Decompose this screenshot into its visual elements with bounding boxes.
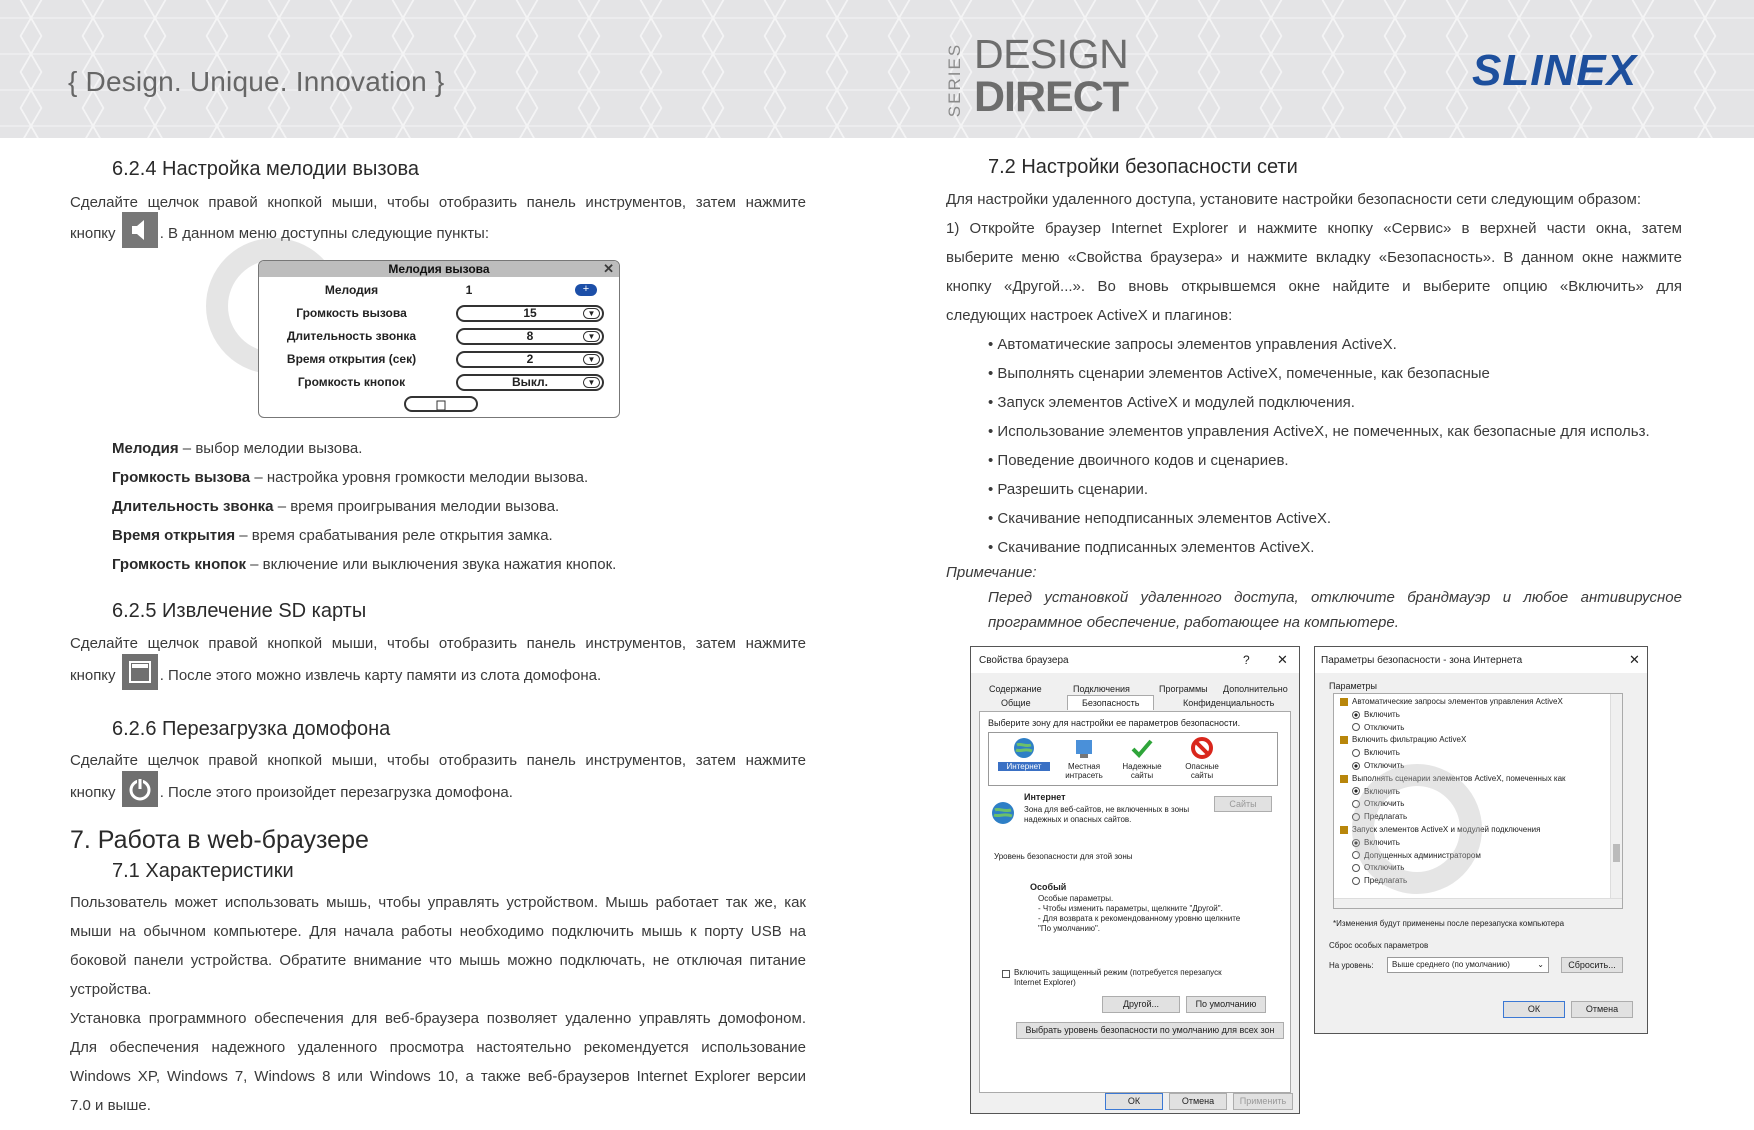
close-icon[interactable]: ✕	[1277, 652, 1288, 667]
section-6-2-6-title: 6.2.6 Перезагрузка домофона	[112, 718, 391, 740]
setting-icon	[1340, 698, 1348, 706]
tab-programs[interactable]: Программы	[1159, 684, 1208, 694]
apply-button[interactable]: Применить	[1233, 1093, 1293, 1110]
bullet-item: • Скачивание неподписанных элементов ActiveX.	[988, 510, 1332, 527]
radio-icon	[1352, 711, 1360, 719]
level-label: На уровень:	[1329, 961, 1374, 970]
reset-all-zones-button[interactable]: Выбрать уровень безопасности по умолчанию для всех зон	[1016, 1022, 1284, 1039]
bullet-item: • Запуск элементов ActiveX и модулей подключения.	[988, 394, 1355, 411]
cancel-button[interactable]: Отмена	[1571, 1001, 1633, 1018]
setting-group: Автоматические запросы элементов управления ActiveX	[1340, 696, 1566, 709]
definition-item: Громкость вызова – настройка уровня громкости мелодии вызова.	[112, 469, 589, 486]
power-icon	[122, 771, 158, 807]
zone-restricted[interactable]: Опасные сайты	[1176, 736, 1228, 780]
paragraph: Для настройки удаленного доступа, установите настройки безопасности сети следующим образом:	[946, 191, 1641, 208]
paragraph: выберите меню «Свойства браузера» и нажмите вкладку «Безопасность». В данном окне нажмите	[946, 249, 1682, 266]
cancel-button[interactable]: Отмена	[1169, 1093, 1227, 1110]
series-label: SERIES	[945, 42, 964, 118]
globe-icon	[990, 800, 1016, 828]
chevron-down-icon: ⌄	[1537, 960, 1544, 969]
setting-group: Выполнять сценарии элементов ActiveX, помеченных как	[1340, 773, 1566, 786]
note-label: Примечание:	[946, 564, 1037, 581]
custom-text: Особые параметры.	[1038, 894, 1114, 903]
paragraph: кнопку . После этого можно извлечь карту памяти из слота домофона.	[70, 658, 601, 694]
bullet-item: • Скачивание подписанных элементов ActiveX.	[988, 539, 1315, 556]
note-text: программное обеспечение, работающее на компьютере.	[988, 614, 1399, 631]
zone-desc: надежных и опасных сайтов.	[1024, 815, 1132, 824]
ring-duration-label: Длительность звонка	[286, 329, 417, 343]
ok-button[interactable]: ОК	[1105, 1093, 1163, 1110]
reset-button[interactable]: Сбросить...	[1561, 957, 1623, 973]
bullet-item: • Разрешить сценарии.	[988, 481, 1149, 498]
definition-item: Громкость кнопок – включение или выключения звука нажатия кнопок.	[112, 556, 617, 573]
brand-logo: SLINEX	[1472, 46, 1637, 95]
open-time-label: Время открытия (сек)	[286, 352, 417, 366]
section-6-2-5-title: 6.2.5 Извлечение SD карты	[112, 600, 367, 622]
plus-icon[interactable]: +	[575, 284, 597, 296]
chevron-down-icon: ▼	[583, 377, 600, 388]
h-scrollbar[interactable]	[1334, 898, 1622, 908]
paragraph: следующих настроек ActiveX и плагинов:	[946, 307, 1233, 324]
bullet-item: • Использование элементов управления ActiveX, не помеченных, как безопасные для использ.	[988, 423, 1650, 440]
custom-text: - Чтобы изменить параметры, щелкните "Другой".	[1038, 904, 1223, 913]
paragraph: 1) Откройте браузер Internet Explorer и нажмите кнопку «Сервис» в верхней части окна, затем	[946, 220, 1682, 237]
setting-icon	[1340, 775, 1348, 783]
setting-group: Включить фильтрацию ActiveX	[1340, 734, 1566, 747]
radio-icon	[1352, 762, 1360, 770]
ok-button[interactable]: ОК	[1503, 1001, 1565, 1018]
browser-properties-window	[970, 646, 1300, 1114]
paragraph: 7.0 и выше.	[70, 1097, 151, 1114]
paragraph: Сделайте щелчок правой кнопкой мыши, чтобы отобразить панель инструментов, затем нажмите	[70, 752, 806, 769]
setting-option[interactable]: Включить	[1340, 747, 1566, 760]
paragraph: кнопку . В данном меню доступны следующие пункты:	[70, 216, 489, 252]
design-wordmark: DESIGN	[974, 31, 1129, 77]
definition-item: Длительность звонка – время проигрывания мелодии вызова.	[112, 498, 560, 515]
level-label: Уровень безопасности для этой зоны	[994, 852, 1133, 861]
radio-icon	[1352, 877, 1360, 885]
dialog-title: Мелодия вызова	[259, 261, 619, 277]
sd-card-icon	[122, 654, 158, 690]
paragraph: устройства.	[70, 981, 152, 998]
watermark-icon	[1352, 764, 1482, 894]
radio-icon	[1352, 723, 1360, 731]
bullet-item: • Поведение двоичного кодов и сценариев.	[988, 452, 1289, 469]
window-title: Параметры безопасности - зона Интернета	[1321, 655, 1523, 666]
direct-wordmark: DIRECT	[974, 73, 1129, 121]
melody-value: 1	[465, 283, 473, 297]
setting-option[interactable]: Предлагать	[1340, 811, 1566, 824]
setting-option[interactable]: Включить	[1340, 837, 1566, 850]
close-icon[interactable]: ✕	[1629, 652, 1640, 667]
button-volume-select[interactable]: Выкл. ▼	[456, 374, 604, 391]
default-button[interactable]: По умолчанию	[1186, 996, 1266, 1013]
save-button[interactable]	[404, 396, 478, 412]
setting-option[interactable]: Предлагать	[1340, 875, 1566, 888]
zone-desc: Зона для веб-сайтов, не включенных в зоны	[1024, 805, 1190, 814]
paragraph: кнопку «Другой...». Во вновь открывшемся окне найдите и выберите опцию «Включить» для	[946, 278, 1682, 295]
bullet-item: • Автоматические запросы элементов управления ActiveX.	[988, 336, 1397, 353]
section-7-2-title: 7.2 Настройки безопасности сети	[988, 156, 1298, 178]
tab-security[interactable]: Безопасность	[1067, 695, 1154, 710]
setting-icon	[1340, 736, 1348, 744]
paragraph: Пользователь может использовать мышь, чтобы управлять устройством. Мышь работает так же, как	[70, 894, 806, 911]
custom-text: - Для возврата к рекомендованному уровню щелкните	[1038, 914, 1241, 923]
tab-general[interactable]: Общие	[1001, 698, 1031, 708]
slogan: { Design. Unique. Innovation }	[68, 66, 445, 97]
protected-mode-label: Internet Explorer)	[1014, 978, 1076, 987]
melody-dialog	[258, 260, 620, 418]
paragraph: Сделайте щелчок правой кнопкой мыши, чтобы отобразить панель инструментов, затем нажмите	[70, 635, 806, 652]
zone-name: Интернет	[1024, 792, 1066, 802]
zone-internet[interactable]: Интернет	[998, 736, 1050, 771]
scrollbar[interactable]	[1610, 694, 1622, 908]
definition-item: Мелодия – выбор мелодии вызова.	[112, 440, 363, 457]
setting-icon	[1340, 826, 1348, 834]
sites-button[interactable]: Сайты	[1214, 796, 1272, 812]
protected-mode-checkbox[interactable]	[1002, 970, 1010, 978]
tab-advanced[interactable]: Дополнительно	[1223, 684, 1288, 694]
bullet-item: • Выполнять сценарии элементов ActiveX, помеченные, как безопасные	[988, 365, 1490, 382]
setting-option[interactable]: Допущенных администратором	[1340, 850, 1566, 863]
section-7-1-title: 7.1 Характеристики	[112, 860, 294, 882]
protected-mode-label: Включить защищенный режим (потребуется перезапуск	[1014, 968, 1222, 977]
level-select[interactable]: Выше среднего (по умолчанию) ⌄	[1387, 957, 1549, 973]
melody-label: Мелодия	[324, 283, 379, 297]
open-time-select[interactable]: 2 ▼	[456, 351, 604, 368]
reset-group-label: Сброс особых параметров	[1329, 941, 1429, 950]
call-volume-label: Громкость вызова	[296, 306, 407, 320]
note-text: Перед установкой удаленного доступа, отключите брандмауэр и любое антивирусное	[988, 589, 1682, 606]
restart-note: *Изменения будут применены после перезапуска компьютера	[1333, 919, 1565, 928]
setting-option[interactable]: Отключить	[1340, 862, 1566, 875]
paragraph: мыши на обычном компьютере. Для начала работы необходимо подключить мышь к порту USB на	[70, 923, 806, 940]
chevron-down-icon: ▼	[583, 354, 600, 365]
paragraph: Установка программного обеспечения для веб-браузера позволяет удаленно управлять домофоном.	[70, 1010, 806, 1027]
section-7-title: 7. Работа в web-браузере	[70, 826, 369, 854]
chevron-down-icon: ▼	[583, 308, 600, 319]
setting-option[interactable]: Отключить	[1340, 722, 1566, 735]
tab-content[interactable]: Содержание	[989, 684, 1042, 694]
setting-option[interactable]: Отключить	[1340, 798, 1566, 811]
setting-option[interactable]: Отключить	[1340, 760, 1566, 773]
params-label: Параметры	[1329, 681, 1377, 691]
zone-prompt: Выберите зону для настройки ее параметров безопасности.	[988, 718, 1241, 728]
section-6-2-4-title: 6.2.4 Настройка мелодии вызова	[112, 158, 420, 180]
call-volume-select[interactable]: 15 ▼	[456, 305, 604, 322]
zone-intranet[interactable]: Местная интрасеть	[1058, 736, 1110, 780]
custom-text: "По умолчанию".	[1038, 924, 1101, 933]
paragraph: кнопку . После этого произойдет перезагрузка домофона.	[70, 775, 513, 811]
ring-duration-select[interactable]: 8 ▼	[456, 328, 604, 345]
tab-connections[interactable]: Подключения	[1073, 684, 1130, 694]
zone-trusted[interactable]: Надежные сайты	[1116, 736, 1168, 780]
paragraph: Сделайте щелчок правой кнопкой мыши, чтобы отобразить панель инструментов, затем нажмите	[70, 194, 806, 211]
paragraph: Windows XP, Windows 7, Windows 8 или Windows 10, а также веб-браузеров Internet Explorer версии	[70, 1068, 806, 1085]
window-title: Свойства браузера	[979, 655, 1069, 666]
setting-group: Запуск элементов ActiveX и модулей подключения	[1340, 824, 1566, 837]
other-button[interactable]: Другой...	[1102, 996, 1180, 1013]
paragraph: боковой панели устройства. Обратите внимание что мышь можно подключать, не отключая питание	[70, 952, 806, 969]
setting-option[interactable]: Включить	[1340, 786, 1566, 799]
radio-icon	[1352, 749, 1360, 757]
close-icon[interactable]: ✕	[603, 261, 614, 276]
speaker-icon	[122, 212, 158, 248]
radio-icon	[1352, 787, 1360, 795]
help-icon[interactable]: ?	[1243, 653, 1250, 667]
setting-option[interactable]: Включить	[1340, 709, 1566, 722]
custom-level-title: Особый	[1030, 882, 1067, 892]
radio-icon	[1352, 864, 1360, 872]
paragraph: Для обеспечения надежного удаленного просмотра настоятельно рекомендуется использование	[70, 1039, 806, 1056]
definition-item: Время открытия – время срабатывания реле открытия замка.	[112, 527, 553, 544]
tab-privacy[interactable]: Конфиденциальность	[1183, 698, 1275, 708]
chevron-down-icon: ▼	[583, 331, 600, 342]
button-volume-label: Громкость кнопок	[297, 375, 406, 389]
